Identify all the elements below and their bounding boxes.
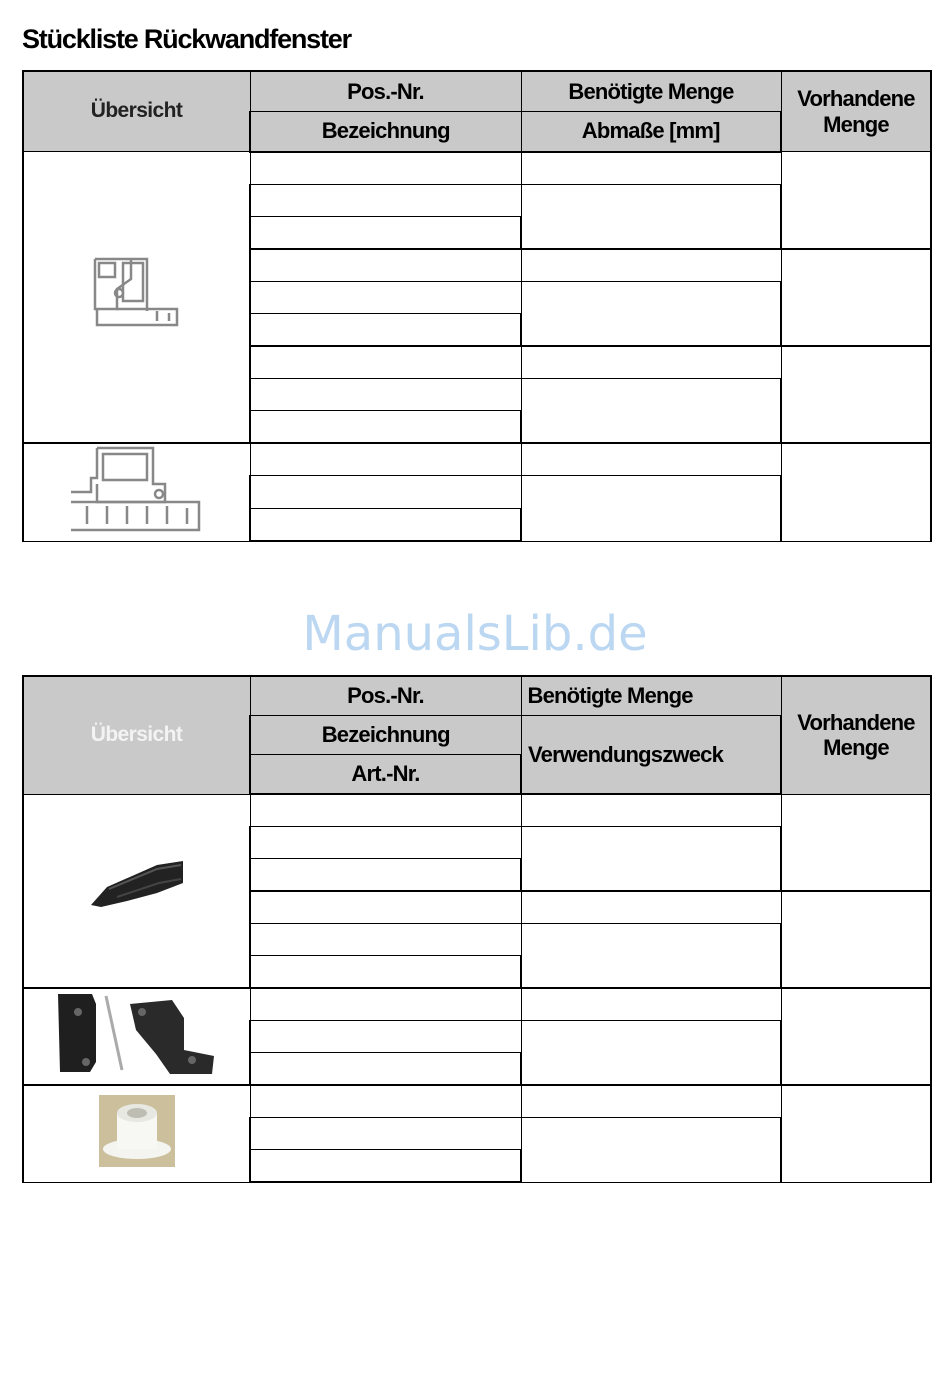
required-qty-header: Benötigte Menge bbox=[521, 676, 781, 716]
purpose-cell[interactable] bbox=[521, 827, 781, 892]
purpose-header: Verwendungszweck bbox=[521, 716, 781, 795]
dimensions-cell[interactable] bbox=[521, 378, 781, 443]
dimensions-cell[interactable] bbox=[521, 281, 781, 346]
pos-nr-cell[interactable] bbox=[250, 346, 521, 379]
aluminium-profile-icon bbox=[23, 152, 250, 443]
parts-table-accessories bbox=[22, 675, 932, 1183]
designation-cell[interactable] bbox=[250, 924, 521, 956]
rubber-seal-icon bbox=[23, 794, 250, 988]
designation-cell[interactable] bbox=[250, 827, 521, 859]
pos-nr-cell[interactable] bbox=[250, 152, 521, 185]
required-qty-cell[interactable] bbox=[521, 891, 781, 924]
article-nr-header: Art.-Nr. bbox=[250, 755, 521, 795]
watermark: ManualsLib.de bbox=[302, 606, 648, 662]
required-qty-cell[interactable] bbox=[521, 794, 781, 827]
aluminium-base-profile-icon bbox=[23, 443, 250, 542]
pos-nr-header: Pos.-Nr. bbox=[250, 676, 521, 716]
pos-nr-cell[interactable] bbox=[250, 443, 521, 476]
designation-cell[interactable] bbox=[250, 313, 521, 346]
purpose-cell[interactable] bbox=[521, 1118, 781, 1183]
available-qty-cell[interactable] bbox=[781, 443, 931, 542]
pos-nr-cell[interactable] bbox=[250, 794, 521, 827]
required-qty-cell[interactable] bbox=[521, 443, 781, 476]
overview-header: Übersicht bbox=[23, 71, 250, 152]
designation-cell[interactable] bbox=[250, 378, 521, 410]
designation-cell[interactable] bbox=[250, 216, 521, 249]
pos-nr-cell[interactable] bbox=[250, 891, 521, 924]
article-nr-cell[interactable] bbox=[250, 1053, 521, 1086]
available-qty-header: Vorhandene Menge bbox=[781, 676, 931, 794]
available-qty-header: Vorhandene Menge bbox=[781, 71, 931, 152]
overview-header: Übersicht bbox=[23, 676, 250, 794]
available-qty-cell[interactable] bbox=[781, 891, 931, 988]
designation-cell[interactable] bbox=[250, 1118, 521, 1150]
available-qty-cell[interactable] bbox=[781, 152, 931, 249]
plastic-bushing-icon bbox=[23, 1085, 250, 1182]
available-qty-cell[interactable] bbox=[781, 988, 931, 1085]
pos-nr-cell[interactable] bbox=[250, 249, 521, 282]
designation-cell[interactable] bbox=[250, 410, 521, 443]
pos-nr-header: Pos.-Nr. bbox=[250, 71, 521, 111]
designation-cell[interactable] bbox=[250, 184, 521, 216]
dimensions-cell[interactable] bbox=[521, 184, 781, 249]
designation-cell[interactable] bbox=[250, 509, 521, 542]
pos-nr-cell[interactable] bbox=[250, 988, 521, 1021]
available-qty-cell[interactable] bbox=[781, 1085, 931, 1182]
dimensions-header: Abmaße [mm] bbox=[521, 111, 781, 151]
designation-cell[interactable] bbox=[250, 475, 521, 509]
designation-cell[interactable] bbox=[250, 281, 521, 313]
available-qty-cell[interactable] bbox=[781, 249, 931, 346]
article-nr-cell[interactable] bbox=[250, 1150, 521, 1183]
dimensions-cell[interactable] bbox=[521, 475, 781, 541]
available-qty-cell[interactable] bbox=[781, 794, 931, 891]
required-qty-cell[interactable] bbox=[521, 346, 781, 379]
required-qty-cell[interactable] bbox=[521, 1085, 781, 1118]
pos-nr-cell[interactable] bbox=[250, 1085, 521, 1118]
purpose-cell[interactable] bbox=[521, 924, 781, 989]
required-qty-cell[interactable] bbox=[521, 249, 781, 282]
designation-header: Bezeichnung bbox=[250, 111, 521, 151]
required-qty-header: Benötigte Menge bbox=[521, 71, 781, 111]
hinge-set-icon bbox=[23, 988, 250, 1085]
required-qty-cell[interactable] bbox=[521, 152, 781, 185]
designation-cell[interactable] bbox=[250, 1021, 521, 1053]
purpose-cell[interactable] bbox=[521, 1021, 781, 1086]
article-nr-cell[interactable] bbox=[250, 859, 521, 892]
parts-table-profiles bbox=[22, 70, 932, 542]
required-qty-cell[interactable] bbox=[521, 988, 781, 1021]
page-title: Stückliste Rückwandfenster bbox=[22, 24, 351, 54]
designation-header: Bezeichnung bbox=[250, 716, 521, 755]
available-qty-cell[interactable] bbox=[781, 346, 931, 443]
article-nr-cell[interactable] bbox=[250, 956, 521, 989]
